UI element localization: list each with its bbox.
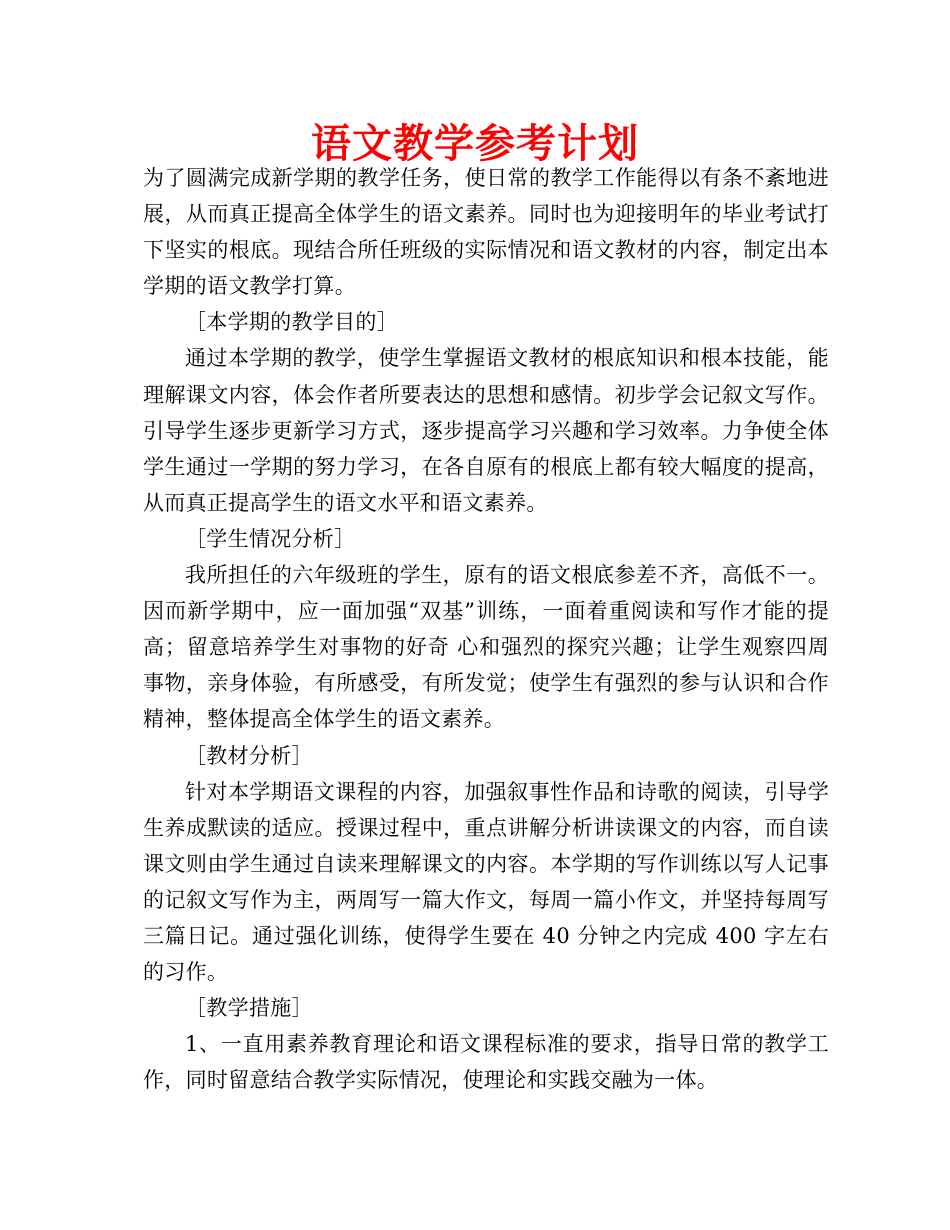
section-heading-textbook-analysis: ［教材分析］ [185,743,313,768]
document-title: 语文教学参考计划 [311,121,639,167]
textbook-analysis-paragraph: 针对本学期语文课程的内容，加强叙事性作品和诗歌的阅读，引导学生养成默读的适应。授课过程中，重点讲解分析讲读课文的内容，而自读课文则由学生通过自读来理解课文的内容。本学期的写作训练以写人记事的记叙文写作为主，两周写一篇大作文，每周一篇小作文，并坚持每周写三篇日记。通过强化训练，使得学生要在 40 分钟之内完成 400 字左右的习作。 [143,779,829,985]
section-heading-teaching-goals: ［本学期的教学目的］ [185,310,398,335]
document-body [143,160,829,1098]
student-analysis-paragraph: 我所担任的六年级班的学生，原有的语文根底参差不齐，高低不一。因而新学期中，应一面加强“双基”训练，一面着重阅读和写作才能的提高；留意培养学生对事物的好奇 心和强烈的探究兴趣；让学生观察四周事物，亲身体验，有所感受，有所发觉；使学生有强烈的参与认识和合作精神，整体提高全体学生的语文素养。 [143,563,829,732]
intro-paragraph: 为了圆满完成新学期的教学任务，使日常的教学工作能得以有条不紊地进展，从而真正提高全体学生的语文素养。同时也为迎接明年的毕业考试打下坚实的根底。现结合所任班级的实际情况和语文教材的内容，制定出本学期的语文教学打算。 [143,166,829,299]
teaching-measures-paragraph: 1、一直用素养教育理论和语文课程标准的要求，指导日常的教学工作，同时留意结合教学实际情况，使理论和实践交融为一体。 [143,1032,829,1093]
section-heading-student-analysis: ［学生情况分析］ [185,526,356,551]
teaching-goals-paragraph: 通过本学期的教学，使学生掌握语文教材的根底知识和根本技能，能理解课文内容，体会作者所要表达的思想和感情。初步学会记叙文写作。引导学生逐步更新学习方式，逐步提高学习兴趣和学习效率。力争使全体学生通过一学期的努力学习，在各自原有的根底上都有较大幅度的提高，从而真正提高学生的语文水平和语文素养。 [143,346,829,515]
section-heading-teaching-measures: ［教学措施］ [185,996,313,1021]
